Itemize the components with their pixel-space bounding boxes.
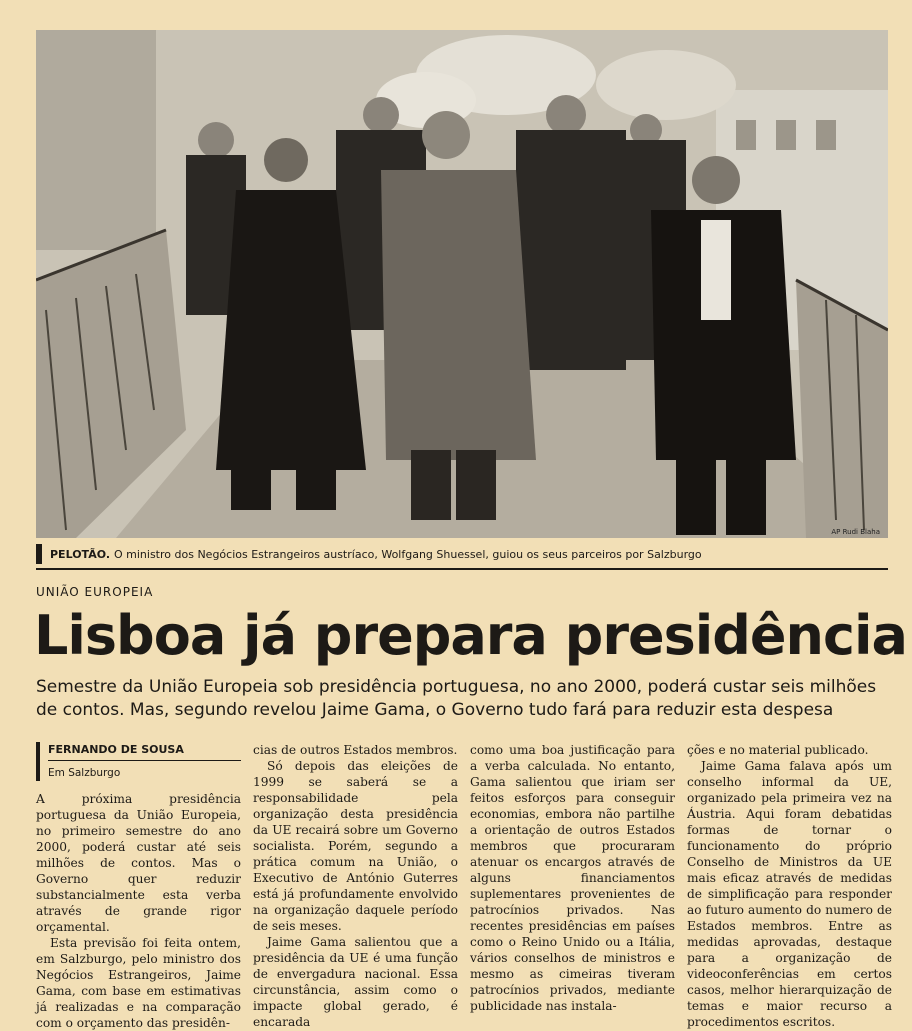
author-name: FERNANDO DE SOUSA [48,742,241,761]
paragraph: Jaime Gama falava após um conselho informal da UE, organizado pela primeira vez na Áustria. Aqui foram debatidas formas de tornar o funcionamento do próprio Conselho de Ministros da UE mais eficaz através de medidas de simplificação para responder ao futuro aumento do numero de Estados membros. Entre as medidas aprovadas, destaque para a organização de videoconferências em certos casos, melhor hierarquização de temas e maior recurso a procedimentos escritos. [687,759,892,1029]
caption-label: PELOTÃO. [50,547,110,561]
article-column-3 [470,742,675,1014]
article-column-1 [36,742,241,1031]
photo-illustration [36,30,888,538]
section-kicker: UNIÃO EUROPEIA [36,585,154,599]
caption-text: O ministro dos Negócios Estrangeiros austríaco, Wolfgang Shuessel, guiou os seus parceiros por Salzburgo [114,547,702,561]
news-photo [36,30,888,538]
standfirst: Semestre da União Europeia sob presidência portuguesa, no ano 2000, poderá custar seis milhões de contos. Mas, segundo revelou Jaime Gama, o Governo tudo fará para reduzir esta despesa [36,677,877,720]
paragraph: como uma boa justificação para a verba calculada. No entanto, Gama salientou que iriam ser feitos esforços para conseguir economias, embora não partilhe a orientação de outros Estados membros que procuraram atenuar os encargos através de alguns financiamentos suplementares provenientes de patrocínios privados. Nas recentes presidências em países como o Reino Unido ou a Itália, vários conselhos de ministros e mesmo as cimeiras tiveram patrocínios privados, mediante publicidade nas instala- [470,743,675,1013]
article-column-2 [253,742,458,1030]
paragraph: Esta previsão foi feita ontem, em Salzburgo, pelo ministro dos Negócios Estrangeiros, Jaime Gama, com base em estimativas já realizadas e na comparação com o orçamento das presidên- [36,936,241,1030]
dateline: Em Salzburgo [48,767,121,779]
caption-marker [36,544,42,564]
paragraph: Jaime Gama salientou que a presidência da UE é uma função de envergadura nacional. Essa circunstância, assim como o impacte global gerado, é encarada [253,935,458,1029]
photo-caption [36,540,888,570]
paragraph: A próxima presidência portuguesa da União Europeia, no primeiro semestre do ano 2000, poderá custar até seis milhões de contos. Mas o Governo quer reduzir substancialmente esta verba através de grande rigor orçamental. [36,792,241,934]
headline: Lisboa já prepara presidência [34,604,907,667]
article-column-4 [687,742,892,1030]
paragraph: cias de outros Estados membros. [253,743,458,757]
paragraph: Só depois das eleições de 1999 se saberá se a responsabilidade pela organização desta presidência da UE recairá sobre um Governo socialista. Porém, segundo a prática comum na União, o Executivo de António Guterres está já profundamente envolvido na organização daquele período de seis meses. [253,759,458,933]
paragraph: ções e no material publicado. [687,743,869,757]
photo-credit: AP Rudi Blaha [831,528,880,536]
byline [36,742,241,781]
